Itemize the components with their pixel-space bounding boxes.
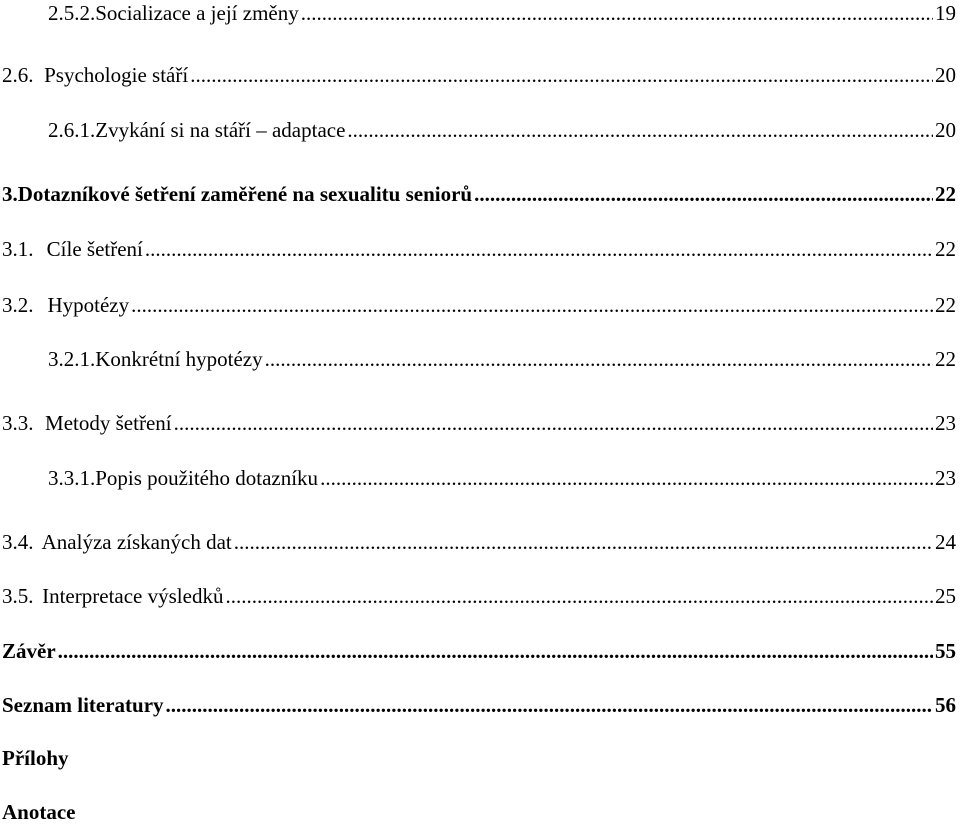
- toc-entry-number: 3.4.: [2, 530, 34, 554]
- toc-dot-leader: [58, 636, 933, 666]
- toc-entry-number: 3.2.: [2, 293, 34, 317]
- toc-entry[interactable]: [2, 60, 956, 90]
- toc-entry-page: 20: [935, 63, 956, 87]
- toc-entry-title: Cíle šetření: [46, 237, 143, 261]
- toc-entry-page: 24: [935, 530, 956, 554]
- toc-entry[interactable]: [2, 527, 956, 557]
- toc-dot-leader: [474, 179, 933, 209]
- toc-entry-title: Konkrétní hypotézy: [95, 347, 263, 371]
- toc-dot-leader: [166, 690, 933, 720]
- toc-entry-page: 22: [935, 293, 956, 317]
- toc-entry-number: 3.5.: [2, 584, 34, 608]
- toc-entry-title: Interpretace výsledků: [42, 584, 224, 608]
- toc-entry[interactable]: [48, 115, 956, 145]
- toc-dot-leader: [174, 408, 933, 438]
- toc-dot-leader: [131, 290, 933, 320]
- toc-entry-page: 23: [935, 466, 956, 490]
- toc-entry-title: Analýza získaných dat: [41, 530, 232, 554]
- toc-entry-page: 23: [935, 411, 956, 435]
- toc-entry-title: Seznam literatury: [2, 693, 164, 717]
- toc-entry[interactable]: [2, 636, 956, 666]
- toc-entry-page: 19: [935, 1, 956, 25]
- toc-entry-number: 2.5.2.: [48, 1, 96, 25]
- toc-entry[interactable]: [2, 408, 956, 438]
- toc-entry[interactable]: [48, 0, 956, 28]
- toc-entry[interactable]: [2, 290, 956, 320]
- toc-entry-number: 2.6.1.: [48, 118, 96, 142]
- toc-entry-title: Metody šetření: [45, 411, 172, 435]
- toc-dot-leader: [190, 60, 933, 90]
- toc-entry-title: Popis použitého dotazníku: [95, 466, 319, 490]
- toc-dot-leader: [234, 527, 933, 557]
- toc-dot-leader: [320, 463, 933, 493]
- toc-entry-title: Socializace a její změny: [95, 1, 299, 25]
- toc-entry[interactable]: [2, 234, 956, 264]
- toc-entry[interactable]: [2, 179, 956, 209]
- toc-dot-leader: [301, 0, 933, 28]
- toc-entry-number: 3.2.1.: [48, 347, 96, 371]
- toc-entry-page: 25: [935, 584, 956, 608]
- toc-dot-leader: [265, 344, 933, 374]
- toc-entry-title: Závěr: [2, 639, 56, 663]
- toc-entry-number: 3.3.1.: [48, 466, 96, 490]
- toc-entry-page: 20: [935, 118, 956, 142]
- toc-entry-title: Psychologie stáří: [44, 63, 189, 87]
- toc-entry-title: Hypotézy: [47, 293, 130, 317]
- toc-entry-number: 3.: [2, 182, 18, 206]
- toc-dot-leader: [225, 581, 933, 611]
- toc-entry[interactable]: [2, 690, 956, 720]
- toc-entry-page: 22: [935, 347, 956, 371]
- toc-entry-page: 22: [935, 237, 956, 261]
- toc-entry-title: Přílohy: [2, 746, 69, 770]
- toc-entry-number: 3.1.: [2, 237, 34, 261]
- toc-entry[interactable]: [2, 797, 956, 827]
- toc-entry-title: Zvykání si na stáří – adaptace: [95, 118, 346, 142]
- toc-entry-page: 56: [935, 693, 956, 717]
- toc-entry-number: 3.3.: [2, 411, 34, 435]
- toc-entry-title: Dotazníkové šetření zaměřené na sexualitu seniorů: [17, 182, 473, 206]
- toc-entry-page: 22: [935, 182, 956, 206]
- toc-dot-leader: [347, 115, 933, 145]
- toc-entry[interactable]: [48, 463, 956, 493]
- toc-dot-leader: [145, 234, 933, 264]
- toc-entry[interactable]: [2, 581, 956, 611]
- toc-entry-page: 55: [935, 639, 956, 663]
- toc-entry[interactable]: [48, 344, 956, 374]
- toc-entry-number: 2.6.: [2, 63, 34, 87]
- toc-entry-title: Anotace: [2, 800, 76, 824]
- toc-entry[interactable]: [2, 743, 956, 773]
